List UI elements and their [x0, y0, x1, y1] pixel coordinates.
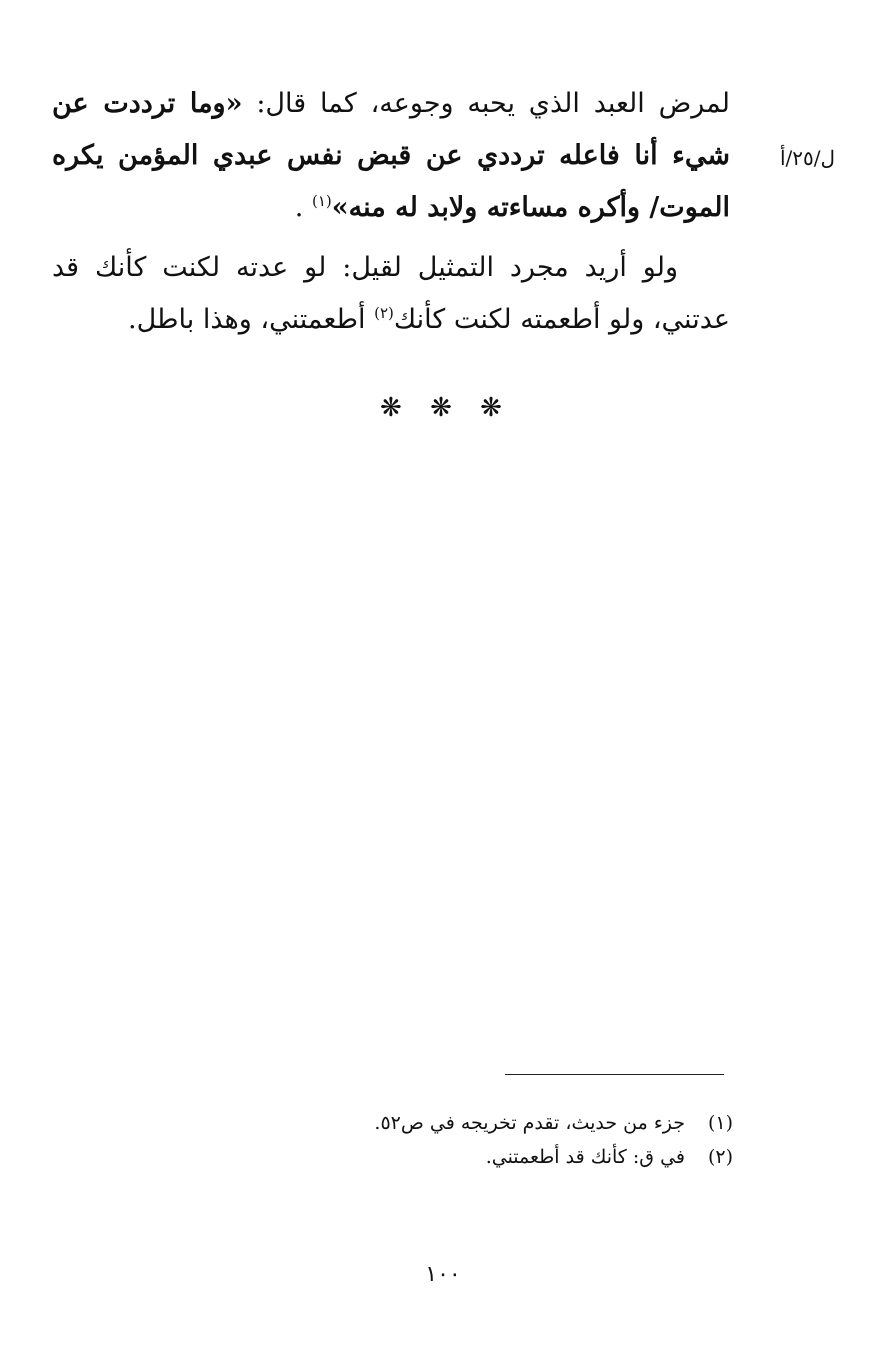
footnote-2-number: (٢): [707, 1146, 733, 1168]
paragraph-2: [52, 242, 730, 346]
footnote-1-text: جزء من حديث، تقدم تخريجه في ص٥٢.: [374, 1112, 685, 1134]
paragraph-1-text: لمرض العبد الذي يحبه وجوعه، كما قال:: [242, 88, 730, 119]
footnote-ref-1: (١): [311, 192, 332, 210]
paragraph-1-end: .: [294, 192, 312, 223]
hadith-quote: «وما ترددت عن شيء أنا فاعله ترددي عن قبض نفس عبدي المؤمن يكره الموت/ وأكره مساءته ولابد له منه»: [52, 88, 730, 223]
footnote-1-number: (١): [707, 1112, 733, 1134]
paragraph-2-end: أطعمتني، وهذا باطل.: [128, 304, 375, 335]
footnote-1: [300, 1106, 733, 1140]
manuscript-folio-reference: ل/٢٥/أ: [780, 146, 836, 170]
section-separator: ❋ ❋ ❋: [380, 393, 512, 423]
footnote-2-text: في ق: كأنك قد أطعمتني.: [485, 1146, 685, 1168]
footnote-divider: [505, 1074, 724, 1075]
page-number: ١٠٠: [425, 1262, 461, 1287]
paragraph-2-text: ولو أريد مجرد التمثيل لقيل: لو عدته لكنت كأنك قد عدتني، ولو أطعمته لكنت كأنك: [52, 252, 730, 335]
footnote-2: [300, 1140, 733, 1174]
main-text-body: [52, 78, 730, 346]
footnotes: [300, 1106, 733, 1174]
paragraph-1: [52, 78, 730, 234]
footnote-ref-2: (٢): [374, 304, 394, 322]
